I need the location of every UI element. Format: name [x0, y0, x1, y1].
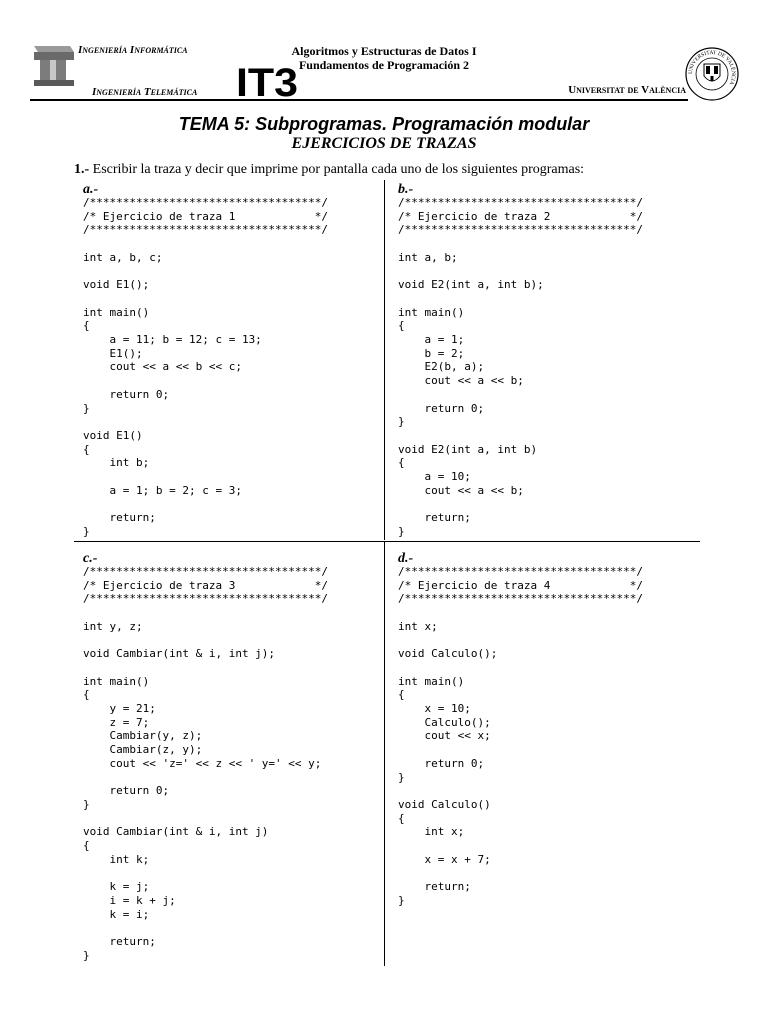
it3-logo-text: IT3 — [236, 64, 298, 98]
exercise-c — [83, 552, 383, 962]
question-text: Escribir la traza y decir que imprime por pantalla cada uno de los siguientes programas: — [92, 162, 585, 177]
dept-telematica: Ingeniería Telemática — [92, 86, 198, 98]
course-name-2: Fundamentos de Programación 2 — [298, 58, 470, 72]
exercise-label: b.- — [398, 182, 414, 197]
code-block: /***********************************/ /* Ejercicio de traza 3 */ /***********************************/ int y, z; void Cambiar(int & i, int j); int main() { y = 21; z = 7; Cambiar(y, z); Cambiar(z, y); cout << 'z=' << z << ' y=' << y; return 0; } void Cambiar(int & i, int j) { int k; k = j; i = k + j; k = i; return; } — [83, 565, 329, 962]
column-divider-bottom — [384, 542, 385, 966]
code-block: /***********************************/ /* Ejercicio de traza 1 */ /***********************************/ int a, b, c; void E1(); int main() { a = 11; b = 12; c = 13; E1(); cout << a << b << c; return 0; } void E1() { int b; a = 1; b = 2; c = 3; return; } — [83, 196, 329, 538]
it3-logo — [236, 64, 300, 98]
seal-text: UNIVERSITAT DE VALÈNCIA — [687, 49, 737, 86]
page-subtitle: EJERCICIOS DE TRAZAS — [291, 135, 477, 152]
exercise-label: c.- — [83, 551, 98, 566]
column-divider-top — [384, 180, 385, 540]
page-title: TEMA 5: Subprogramas. Programación modular — [178, 114, 590, 134]
row-divider — [74, 541, 700, 542]
exercise-d — [398, 552, 698, 908]
code-block: /***********************************/ /* Ejercicio de traza 4 */ /***********************************/ int x; void Calculo(); int main() { x = 10; Calculo(); cout << x; return 0; } void Calculo() { int x; x = x + 7; return; } — [398, 565, 644, 907]
exercise-a — [83, 183, 383, 539]
university-seal-icon — [684, 46, 740, 102]
document-header — [0, 0, 768, 104]
code-block: /***********************************/ /* Ejercicio de traza 2 */ /***********************************/ int a, b; void E2(int a, int b); int main() { a = 1; b = 2; E2(b, a); cout << a << b; return 0; } void E2(int a, int b) { a = 10; cout << a << b; return; } — [398, 196, 644, 538]
exercise-label: d.- — [398, 551, 414, 566]
dept-informatica: Ingeniería Informática — [78, 44, 188, 56]
course-name-1: Algoritmos y Estructuras de Datos I — [291, 44, 477, 58]
header-rule — [30, 99, 688, 101]
university-name: Universitat de València — [568, 84, 686, 96]
question-statement — [74, 162, 584, 178]
exercise-label: a.- — [83, 182, 99, 197]
question-number: 1.- — [74, 162, 90, 177]
exercise-b — [398, 183, 698, 539]
